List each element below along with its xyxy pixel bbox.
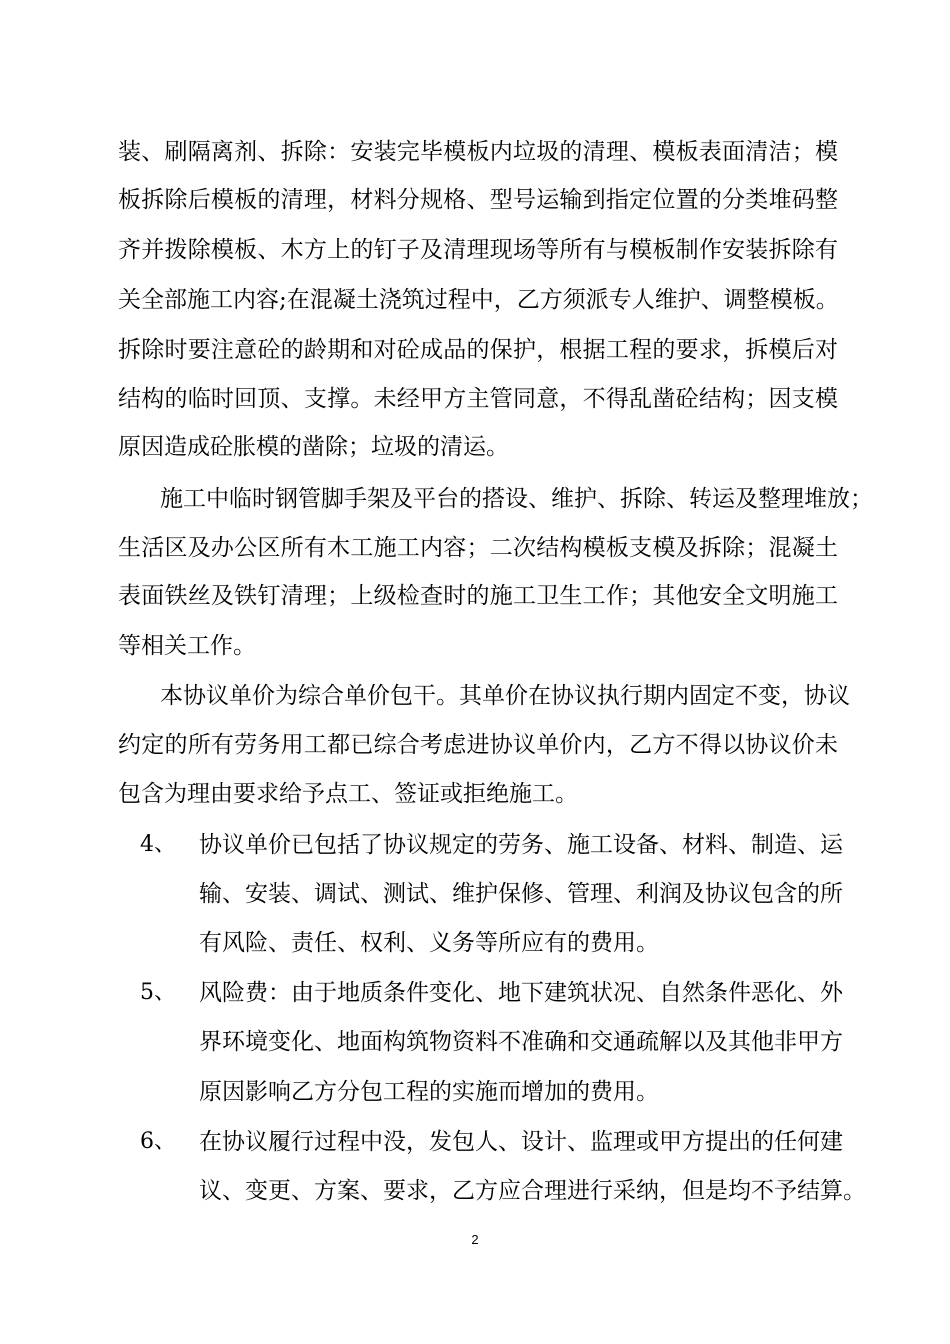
text-line: 议、变更、方案、要求，乙方应合理进行采纳，但是均不予结算。 [199,1178,866,1204]
text-line: 约定的所有劳务用工都已综合考虑进协议单价内，乙方不得以协议价未 [118,732,838,758]
page-number: 2 [471,1232,479,1247]
text-line: 齐并拨除模板、木方上的钉子及清理现场等所有与模板制作安装拆除有 [118,237,838,263]
text-line: 原因影响乙方分包工程的实施而增加的费用。 [199,1079,659,1105]
text-line: 关全部施工内容;在混凝土浇筑过程中，乙方须派专人维护、调整模板。 [118,287,839,313]
text-line: 包含为理由要求给予点工、签证或拒绝施工。 [118,781,578,807]
text-line: 等相关工作。 [118,633,256,659]
text-line: 界环境变化、地面构筑物资料不准确和交通疏解以及其他非甲方 [199,1029,843,1055]
text-line: 有风险、责任、权利、义务等所应有的费用。 [199,930,659,956]
text-line: 在协议履行过程中没，发包人、设计、监理或甲方提出的任何建 [199,1129,843,1155]
text-line: 本协议单价为综合单价包干。其单价在协议执行期内固定不变，协议 [160,683,850,709]
text-line: 拆除时要注意砼的龄期和对砼成品的保护，根据工程的要求，拆模后对 [118,337,838,363]
text-line: 风险费：由于地质条件变化、地下建筑状况、自然条件恶化、外 [199,980,843,1006]
list-item-number: 5、 [140,980,176,1005]
text-line: 施工中临时钢管脚手架及平台的搭设、维护、拆除、转运及整理堆放； [160,486,873,512]
text-line: 输、安装、调试、测试、维护保修、管理、利润及协议包含的所 [199,881,843,907]
list-item-number: 4、 [140,832,176,857]
list-item-number: 6、 [140,1129,176,1154]
text-line: 表面铁丝及铁钉清理；上级检查时的施工卫生工作；其他安全文明施工 [118,583,838,609]
text-line: 结构的临时回顶、支撑。未经甲方主管同意，不得乱凿砼结构；因支模 [118,386,838,412]
text-line: 装、刷隔离剂、拆除：安装完毕模板内垃圾的清理、模板表面清洁；模 [118,139,838,165]
text-line: 原因造成砼胀模的凿除；垃圾的清运。 [118,434,509,460]
text-line: 协议单价已包括了协议规定的劳务、施工设备、材料、制造、运 [199,832,843,858]
text-line: 生活区及办公区所有木工施工内容；二次结构模板支模及拆除；混凝土 [118,535,838,561]
text-line: 板拆除后模板的清理，材料分规格、型号运输到指定位置的分类堆码整 [118,187,838,213]
